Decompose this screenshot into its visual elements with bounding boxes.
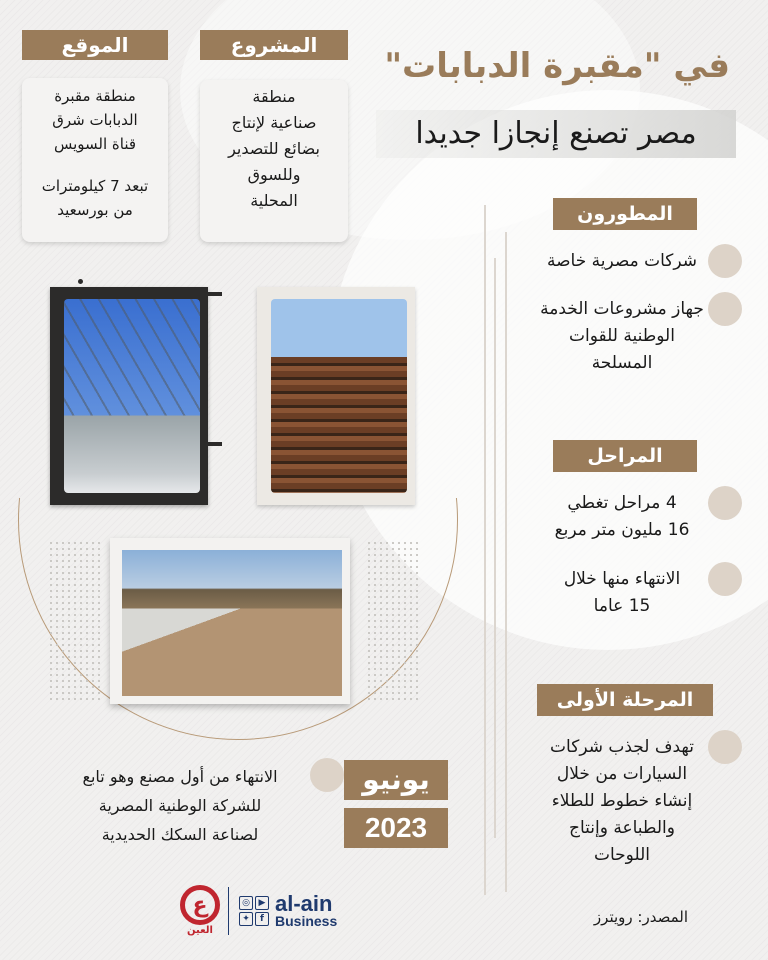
photo-steel-frame [64, 299, 200, 493]
twitter-icon[interactable]: ✦ [239, 912, 253, 926]
phase-item: الانتهاء منها خلال 15 عاما [512, 566, 732, 620]
social-icons [239, 896, 269, 926]
phases-label: المراحل [553, 440, 697, 472]
developers-label: المطورون [553, 198, 697, 230]
location-distance: من بورسعيد [57, 201, 133, 219]
project-line: وللسوق [247, 165, 301, 184]
first-phase-label: المرحلة الأولى [537, 684, 713, 716]
location-card [22, 78, 168, 242]
project-line: المحلية [250, 191, 298, 210]
project-line: صناعية لإنتاج [231, 113, 317, 132]
source-credit: المصدر: رويترز [593, 908, 688, 926]
dot-pattern [366, 540, 422, 700]
project-card [200, 80, 348, 242]
logo-divider [228, 887, 229, 935]
al-ain-emblem [180, 885, 220, 936]
youtube-icon[interactable]: ▶ [255, 896, 269, 910]
developer-item: جهاز مشروعات الخدمة الوطنية للقوات المسلحة [512, 296, 732, 377]
location-line: منطقة مقبرة [54, 87, 136, 105]
first-phase-item: تهدف لجذب شركات السيارات من خلال إنشاء خطوط للطلاء والطباعة وإنتاج اللوحات [512, 734, 732, 869]
al-ain-logo[interactable] [180, 885, 337, 936]
milestone-year: 2023 [344, 808, 448, 848]
phase-item: 4 مراحل تغطي 16 مليون متر مربع [512, 490, 732, 544]
headline-subtitle: مصر تصنع إنجازا جديدا [376, 110, 736, 158]
project-label: المشروع [200, 30, 348, 60]
location-line: قناة السويس [53, 135, 137, 153]
project-line: منطقة [252, 87, 296, 106]
photo-frame-3 [110, 538, 350, 704]
location-distance: تبعد 7 كيلومترات [41, 177, 149, 195]
photo-construction-site [122, 550, 342, 696]
photo-rebar [271, 299, 407, 493]
developer-item: شركات مصرية خاصة [512, 248, 732, 275]
frame-tab [208, 292, 222, 296]
instagram-icon[interactable]: ◎ [239, 896, 253, 910]
location-line: الدبابات شرق [52, 111, 138, 129]
photo-frame-2 [257, 287, 415, 505]
milestone-text: الانتهاء من أول مصنع وهو تابع للشركة الوطنية المصرية لصناعة السكك الحديدية [30, 762, 330, 849]
divider-line [505, 232, 507, 892]
logo-ain-icon: ع [180, 885, 220, 925]
frame-tab [208, 442, 222, 446]
brand-name: al-ain [275, 890, 333, 916]
headline-title: في "مقبرة الدبابات" [384, 46, 730, 86]
brand-section: Business [275, 912, 338, 929]
photo-frame-1 [50, 287, 208, 505]
location-label: الموقع [22, 30, 168, 60]
frame-pin [78, 279, 83, 284]
divider-line [494, 258, 496, 838]
dot-pattern [48, 540, 104, 700]
facebook-icon[interactable]: f [255, 912, 269, 926]
project-line: بضائع للتصدير [228, 139, 320, 158]
divider-line [484, 205, 486, 895]
logo-arabic-name: العين [187, 925, 213, 936]
brand-text [275, 890, 338, 929]
milestone-month: يونيو [344, 760, 448, 800]
